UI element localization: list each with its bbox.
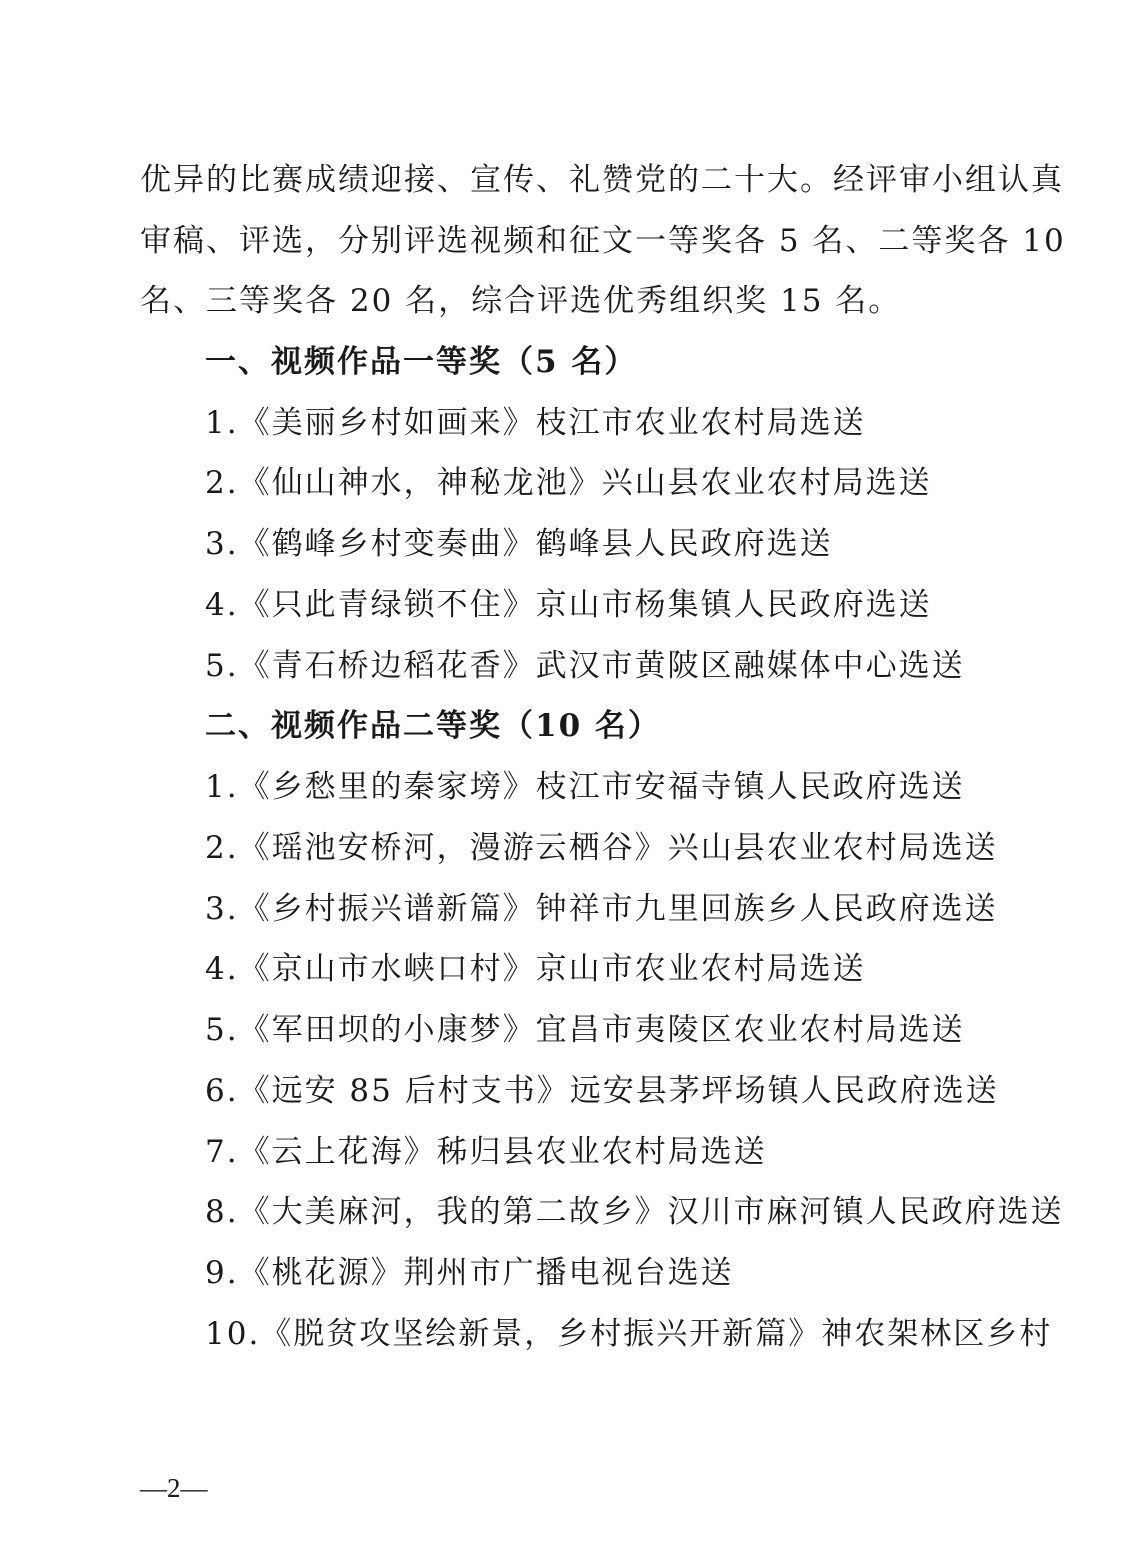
section-heading-second-prize: 二、视频作品二等奖（10 名） (205, 708, 661, 744)
page-number: —2— (140, 1473, 208, 1503)
intro-line: 优异的比赛成绩迎接、宣传、礼赞党的二十大。经评审小组认真 (140, 162, 1064, 198)
award-item: 3.《乡村振兴谱新篇》钟祥市九里回族乡人民政府选送 (205, 891, 998, 927)
section-heading-first-prize: 一、视频作品一等奖（5 名） (205, 344, 638, 380)
award-item: 9.《桃花源》荆州市广播电视台选送 (205, 1255, 734, 1291)
intro-line: 名、三等奖各 20 名，综合评选优秀组织奖 15 名。 (140, 283, 902, 319)
award-item: 2.《瑶池安桥河，漫游云栖谷》兴山县农业农村局选送 (205, 830, 998, 866)
award-item: 1.《美丽乡村如画来》枝江市农业农村局选送 (205, 405, 866, 441)
award-item: 1.《乡愁里的秦家塝》枝江市安福寺镇人民政府选送 (205, 769, 965, 805)
award-item: 6.《远安 85 后村支书》远安县茅坪场镇人民政府选送 (205, 1073, 999, 1109)
intro-line: 审稿、评选，分别评选视频和征文一等奖各 5 名、二等奖各 10 (140, 223, 1066, 259)
award-item: 3.《鹤峰乡村变奏曲》鹤峰县人民政府选送 (205, 526, 833, 562)
award-item: 4.《京山市水峡口村》京山市农业农村局选送 (205, 951, 866, 987)
award-item: 5.《青石桥边稻花香》武汉市黄陂区融媒体中心选送 (205, 648, 965, 684)
award-item: 2.《仙山神水，神秘龙池》兴山县农业农村局选送 (205, 465, 932, 501)
award-item: 7.《云上花海》秭归县农业农村局选送 (205, 1134, 767, 1170)
award-item: 4.《只此青绿锁不住》京山市杨集镇人民政府选送 (205, 587, 932, 623)
award-item: 5.《军田坝的小康梦》宜昌市夷陵区农业农村局选送 (205, 1012, 965, 1048)
award-item: 8.《大美麻河，我的第二故乡》汉川市麻河镇人民政府选送 (205, 1194, 1064, 1230)
award-item: 10.《脱贫攻坚绘新景，乡村振兴开新篇》神农架林区乡村 (205, 1316, 1053, 1352)
